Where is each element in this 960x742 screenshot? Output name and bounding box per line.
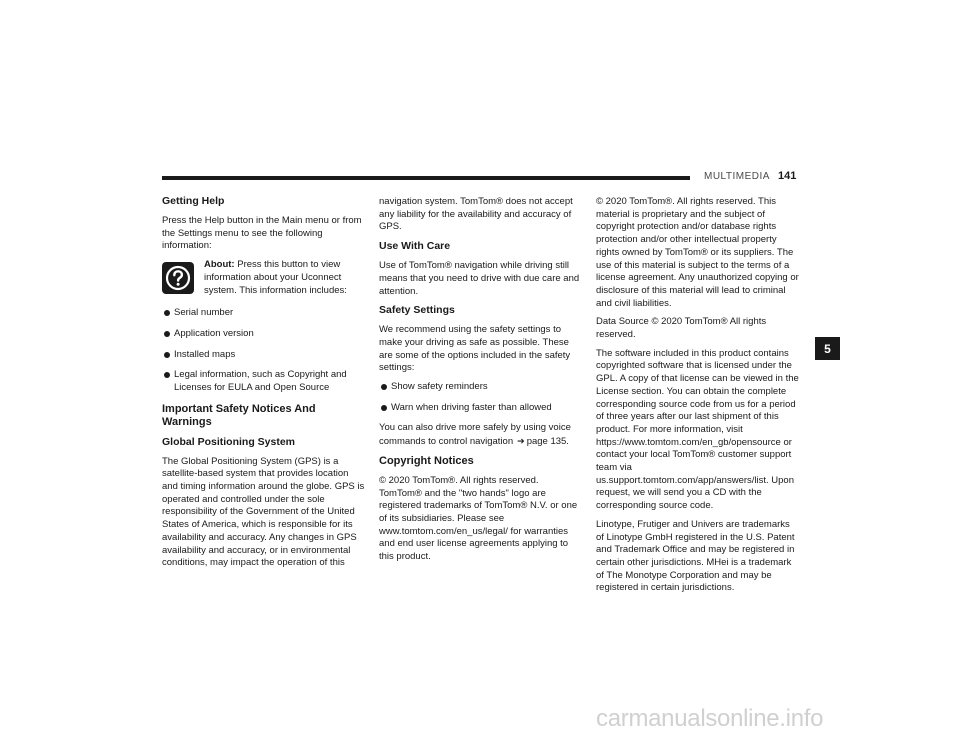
column-1 <box>162 195 365 576</box>
list-item: Warn when driving faster than allowed <box>379 402 582 415</box>
arrow-right-icon: ➔ <box>517 436 525 447</box>
column-3 <box>596 196 799 601</box>
column-2 <box>379 196 582 570</box>
section-title: MULTIMEDIA <box>704 171 770 182</box>
page-reference-link[interactable]: page 135. <box>526 436 569 448</box>
data-source-paragraph: Data Source © 2020 TomTom® All rights reserved. <box>596 316 767 341</box>
gps-paragraph: The Global Positioning System (GPS) is a satellite-based system that provides location and timing information around the globe. GPS is operated and controlled under the sole responsibility of the Government of the United States of America, which is responsible for its availability and accuracy. Any changes in GPS availability and accuracy, or in environmental conditions, may impact the operation of this <box>162 455 365 569</box>
question-mark-circle-icon <box>162 262 194 294</box>
gps-paragraph-continued: navigation system. TomTom® does not accept any liability for the availability and accuracy of GPS. <box>379 196 573 233</box>
about-text: Press this button to view information about your Uconnect system. This information includes: <box>204 259 347 296</box>
chapter-tab: 5 <box>815 337 840 360</box>
tomtom-rights-paragraph: © 2020 TomTom®. All rights reserved. This material is proprietary and the subject of copyright protection and/or database rights protection and/or other intellectual property rights owned by TomTom® or its suppliers. The use of this material is subject to the terms of a license agreement. Any unauthorized copying or disclosure of this material will lead to criminal and civil liabilities. <box>596 196 799 309</box>
list-item: Installed maps <box>162 349 365 362</box>
list-item: Application version <box>162 328 365 341</box>
list-item: Serial number <box>162 307 365 320</box>
voice-commands-paragraph <box>379 422 582 448</box>
watermark-text: carmanualsonline.info <box>596 705 824 732</box>
copyright-heading: Copyright Notices <box>379 454 474 467</box>
getting-help-heading: Getting Help <box>162 195 225 207</box>
use-with-care-paragraph: Use of TomTom® navigation while driving still means that you need to drive with due care and attention. <box>379 260 580 297</box>
list-item: Legal information, such as Copyright and Licenses for EULA and Open Source <box>162 369 365 394</box>
safety-settings-heading: Safety Settings <box>379 304 455 317</box>
about-block <box>162 259 365 299</box>
voice-commands-text: You can also drive more safely by using voice commands to control navigation <box>379 422 571 448</box>
gps-heading: Global Positioning System <box>162 435 296 448</box>
safety-settings-list <box>379 381 582 414</box>
header-rule <box>162 176 690 180</box>
use-with-care-heading: Use With Care <box>379 240 451 253</box>
about-list <box>162 307 365 395</box>
safety-settings-paragraph: We recommend using the safety settings to make your driving as safe as possible. These are some of the options included in the safety settings: <box>379 324 571 374</box>
list-item: Show safety reminders <box>379 381 582 394</box>
copyright-paragraph: © 2020 TomTom®. All rights reserved. TomTom® and the "two hands" logo are registered trademarks of TomTom® N.V. or one of its subsidiaries. Please see www.tomtom.com/en_us/legal/ for warranties and end user license agreements applying to this product. <box>379 474 578 563</box>
page-number: 141 <box>778 170 797 182</box>
gpl-paragraph: The software included in this product contains copyrighted software that is licensed under the GPL. A copy of that license can be viewed in the License section. You can obtain the complete corresponding source code from us for a period of three years after our last shipment of this product. For more information, visit https://www.tomtom.com/en_gb/opensource or contact your local TomTom® customer support team via us.support.tomtom.com/app/answers/list. Upon request, we will send you a CD with the corresponding source code. <box>596 347 799 512</box>
about-label: About: <box>204 259 235 271</box>
safety-notices-heading: Important Safety Notices And Warnings <box>162 402 316 428</box>
trademarks-paragraph: Linotype, Frutiger and Univers are trademarks of Linotype GmbH registered in the U.S. Patent and Trademark Office and may be registered in certain other jurisdictions. MHei is a trademark of The Monotype Corporation and may be registered in certain jurisdictions. <box>596 518 795 594</box>
getting-help-intro: Press the Help button in the Main menu or from the Settings menu to see the following information: <box>162 215 362 252</box>
